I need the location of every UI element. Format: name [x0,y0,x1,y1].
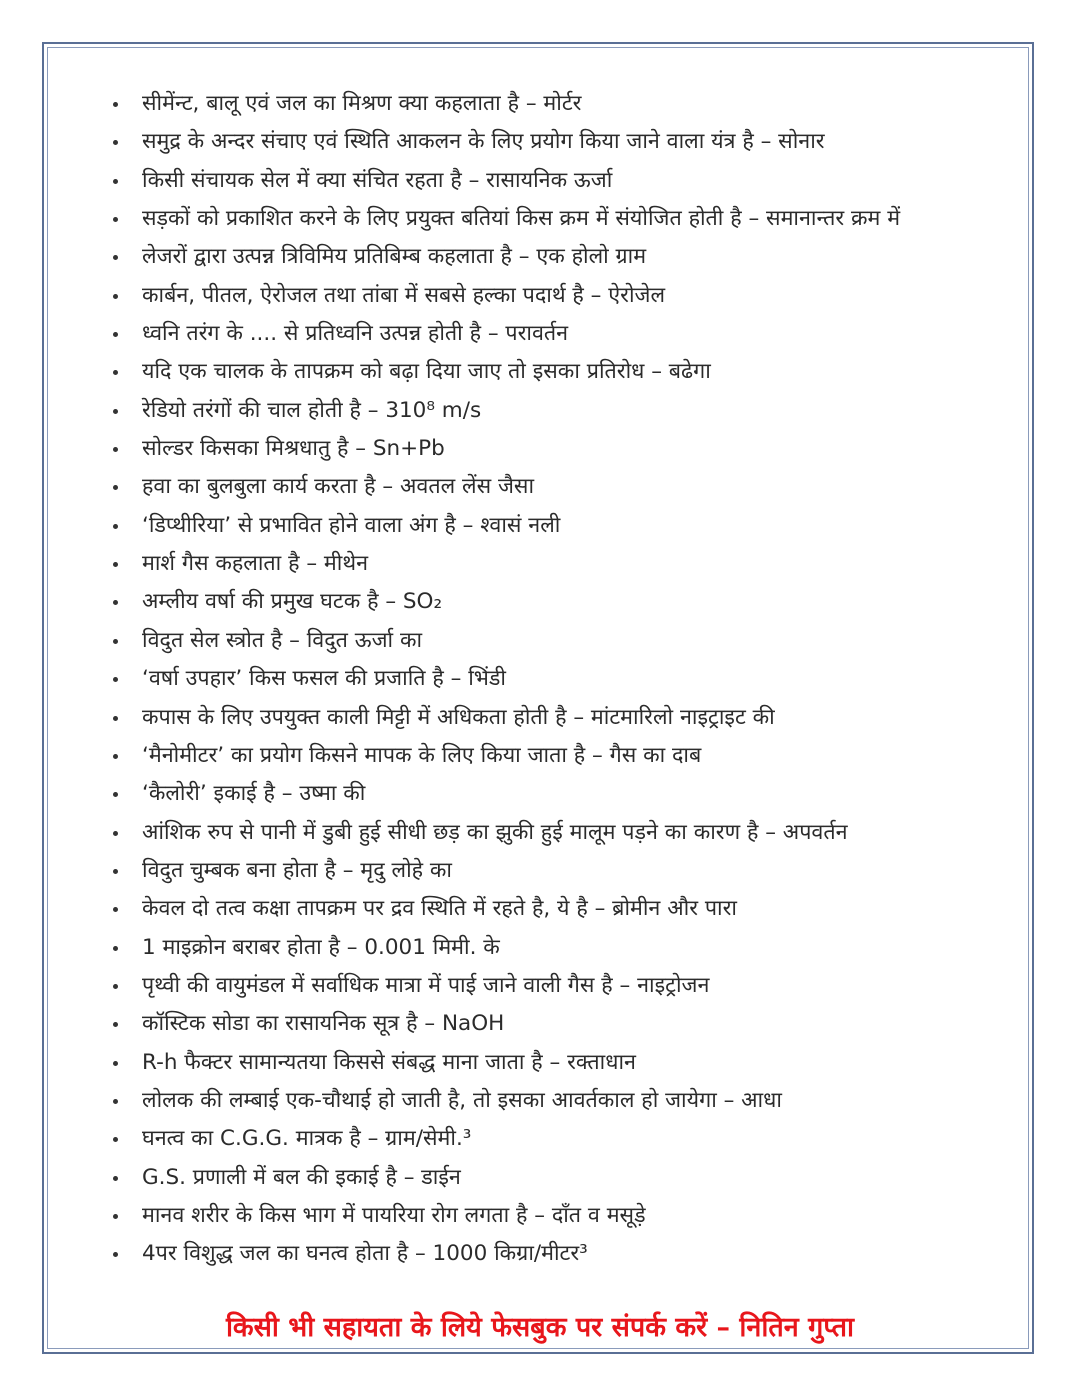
fact-text: लोलक की लम्बाई एक-चौथाई हो जाती है, तो इसका आवर्तकाल हो जायेगा – आधा [142,1087,782,1113]
fact-text: ‘मैनोमीटर’ का प्रयोग किसने मापक के लिए किया जाता है – गैस का दाब [142,742,702,768]
fact-item [100,430,1020,468]
fact-text: लेजरों द्वारा उत्पन्न त्रिविमिय प्रतिबिम्ब कहलाता है – एक होलो ग्राम [142,244,647,270]
bullet-icon [113,1099,118,1104]
fact-item [100,967,1020,1005]
fact-item [100,85,1020,123]
fact-item [100,1197,1020,1235]
bullet-icon [113,255,118,260]
fact-text: G.S. प्रणाली में बल की इकाई है – डाईन [142,1164,461,1190]
fact-list [100,85,1020,1274]
fact-item [100,1235,1020,1273]
fact-item [100,622,1020,660]
fact-item [100,1044,1020,1082]
fact-text: आंशिक रुप से पानी में डुबी हुई सीधी छड़ का झुकी हुई मालूम पड़ने का कारण है – अपवर्तन [142,819,848,845]
fact-item [100,699,1020,737]
bullet-icon [113,792,118,797]
fact-item [100,238,1020,276]
fact-item [100,1082,1020,1120]
fact-item [100,660,1020,698]
fact-item [100,468,1020,506]
fact-text: मानव शरीर के किस भाग में पायरिया रोग लगता है – दाँत व मसूड़े [142,1202,646,1228]
fact-item [100,392,1020,430]
fact-item [100,737,1020,775]
fact-text: ध्वनि तरंग के .... से प्रतिध्वनि उत्पन्न होती है – परावर्तन [142,321,569,347]
fact-text: यदि एक चालक के तापक्रम को बढ़ा दिया जाए तो इसका प्रतिरोध – बढेगा [142,359,711,385]
bullet-icon [113,754,118,759]
fact-text: कॉस्टिक सोडा का रासायनिक सूत्र है – NaOH [142,1011,505,1037]
contact-footer: किसी भी सहायता के लिये फेसबुक पर संपर्क करें – नितिन गुप्ता [225,1312,855,1343]
bullet-icon [113,677,118,682]
fact-text: समुद्र के अन्दर संचाए एवं स्थिति आकलन के लिए प्रयोग किया जाने वाला यंत्र है – सोनार [142,129,825,155]
bullet-icon [113,294,118,299]
fact-text: किसी संचायक सेल में क्या संचित रहता है – रासायनिक ऊर्जा [142,167,613,193]
bullet-icon [113,485,118,490]
bullet-icon [113,524,118,529]
fact-item [100,1005,1020,1043]
fact-text: 4पर विशुद्ध जल का घनत्व होता है – 1000 किग्रा/मीटर³ [142,1241,588,1267]
fact-item [100,162,1020,200]
fact-text: सोल्डर किसका मिश्रधातु है – Sn+Pb [142,436,445,462]
bullet-icon [113,447,118,452]
bullet-icon [113,179,118,184]
fact-text: कपास के लिए उपयुक्त काली मिट्टी में अधिकता होती है – मांटमारिलो नाइट्राइट की [142,704,775,730]
fact-item [100,353,1020,391]
fact-text: अम्लीय वर्षा की प्रमुख घटक है – SO₂ [142,589,443,615]
fact-item [100,890,1020,928]
bullet-icon [113,332,118,337]
bullet-icon [113,639,118,644]
fact-text: ‘वर्षा उपहार’ किस फसल की प्रजाति है – भिंडी [142,666,506,692]
fact-text: हवा का बुलबुला कार्य करता है – अवतल लेंस जैसा [142,474,535,500]
fact-text: 1 माइक्रोन बराबर होता है – 0.001 मिमी. के [142,934,500,960]
fact-text: केवल दो तत्व कक्षा तापक्रम पर द्रव स्थिति में रहते है, ये है – ब्रोमीन और पारा [142,896,737,922]
fact-item [100,1159,1020,1197]
fact-text: सीमेंन्ट, बालू एवं जल का मिश्रण क्या कहलाता है – मोर्टर [142,91,582,116]
bullet-icon [113,984,118,989]
fact-text: ‘कैलोरी’ इकाई है – उष्मा की [142,781,366,807]
fact-item [100,583,1020,621]
bullet-icon [113,831,118,836]
fact-item [100,123,1020,161]
fact-text: ‘डिप्थीरिया’ से प्रभावित होने वाला अंग है – श्वासं नली [142,512,561,538]
bullet-icon [113,1022,118,1027]
bullet-icon [113,1061,118,1066]
bullet-icon [113,102,118,107]
bullet-icon [113,716,118,721]
fact-item [100,200,1020,238]
fact-item [100,852,1020,890]
bullet-icon [113,600,118,605]
bullet-icon [113,562,118,567]
bullet-icon [113,946,118,951]
bullet-icon [113,1252,118,1257]
bullet-icon [113,409,118,414]
fact-item [100,929,1020,967]
fact-text: विदुत सेल स्त्रोत है – विदुत ऊर्जा का [142,627,423,653]
fact-text: विदुत चुम्बक बना होता है – मृदु लोहे का [142,857,452,883]
fact-text: कार्बन, पीतल, ऐरोजल तथा तांबा में सबसे हल्का पदार्थ है – ऐरोजेल [142,282,666,308]
bullet-icon [113,217,118,222]
fact-text: पृथ्वी की वायुमंडल में सर्वाधिक मात्रा में पाई जाने वाली गैस है – नाइट्रोजन [142,972,710,998]
bullet-icon [113,370,118,375]
bullet-icon [113,1214,118,1219]
fact-text: घनत्व का C.G.G. मात्रक है – ग्राम/सेमी.³ [142,1126,472,1152]
fact-item [100,507,1020,545]
fact-item [100,1120,1020,1158]
fact-item [100,545,1020,583]
bullet-icon [113,1137,118,1142]
bullet-icon [113,140,118,145]
fact-text: रेडियो तरंगों की चाल होती है – 310⁸ m/s [142,397,482,423]
bullet-icon [113,869,118,874]
fact-text: R-h फैक्टर सामान्यतया किससे संबद्ध माना जाता है – रक्ताधान [142,1049,636,1075]
fact-item [100,315,1020,353]
bullet-icon [113,907,118,912]
fact-item [100,277,1020,315]
fact-item [100,814,1020,852]
fact-text: मार्श गैस कहलाता है – मीथेन [142,551,369,577]
bullet-icon [113,1176,118,1181]
fact-item [100,775,1020,813]
fact-text: सड़कों को प्रकाशित करने के लिए प्रयुक्त बतियां किस क्रम में संयोजित होती है – समानान्तर क्रम में [142,206,901,232]
